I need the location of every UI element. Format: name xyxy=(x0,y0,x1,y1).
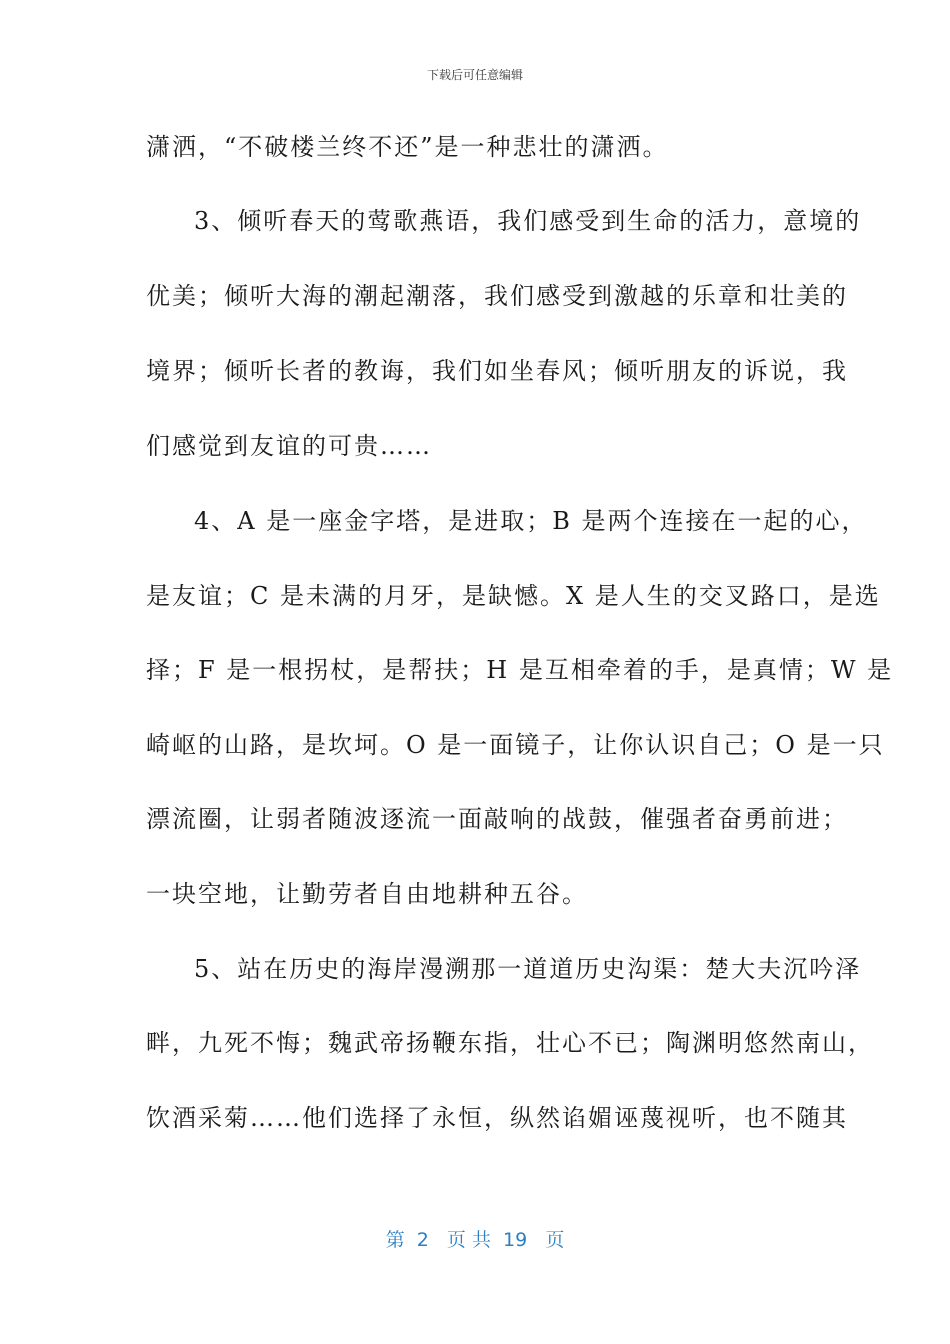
text-line: 境界；倾听长者的教诲，我们如坐春风；倾听朋友的诉说，我 xyxy=(146,357,848,385)
page-header: 下载后可任意编辑 xyxy=(426,68,523,82)
text-line: 4、A 是一座金字塔，是进取；B 是两个连接在一起的心， xyxy=(194,507,868,535)
text-line: 是友谊；C 是未满的月牙，是缺憾。X 是人生的交叉路口，是选 xyxy=(146,582,881,610)
page-number-footer: 第 2 页 共 19 页 xyxy=(385,1229,565,1251)
text-line: 崎岖的山路，是坎坷。O 是一面镜子，让你认识自己；O 是一只 xyxy=(146,731,885,759)
text-line: 畔，九死不悔；魏武帝扬鞭东指，壮心不已；陶渊明悠然南山， xyxy=(146,1029,874,1057)
text-line: 饮酒采菊……他们选择了永恒，纵然谄媚诬蔑视听，也不随其 xyxy=(146,1104,848,1132)
text-line: 一块空地，让勤劳者自由地耕种五谷。 xyxy=(146,880,588,908)
text-line: 漂流圈，让弱者随波逐流一面敲响的战鼓，催强者奋勇前进； xyxy=(146,805,848,833)
text-line: 5、站在历史的海岸漫溯那一道道历史沟渠：楚大夫沉吟泽 xyxy=(194,955,862,983)
text-line: 择；F 是一根拐杖，是帮扶；H 是互相牵着的手，是真情；W 是 xyxy=(146,656,894,684)
text-line: 潇洒，“不破楼兰终不还”是一种悲壮的潇洒。 xyxy=(146,133,669,161)
text-line: 们感觉到友谊的可贵…… xyxy=(146,432,432,460)
text-line: 优美；倾听大海的潮起潮落，我们感受到激越的乐章和壮美的 xyxy=(146,282,848,310)
text-line: 3、倾听春天的莺歌燕语，我们感受到生命的活力，意境的 xyxy=(194,207,862,235)
